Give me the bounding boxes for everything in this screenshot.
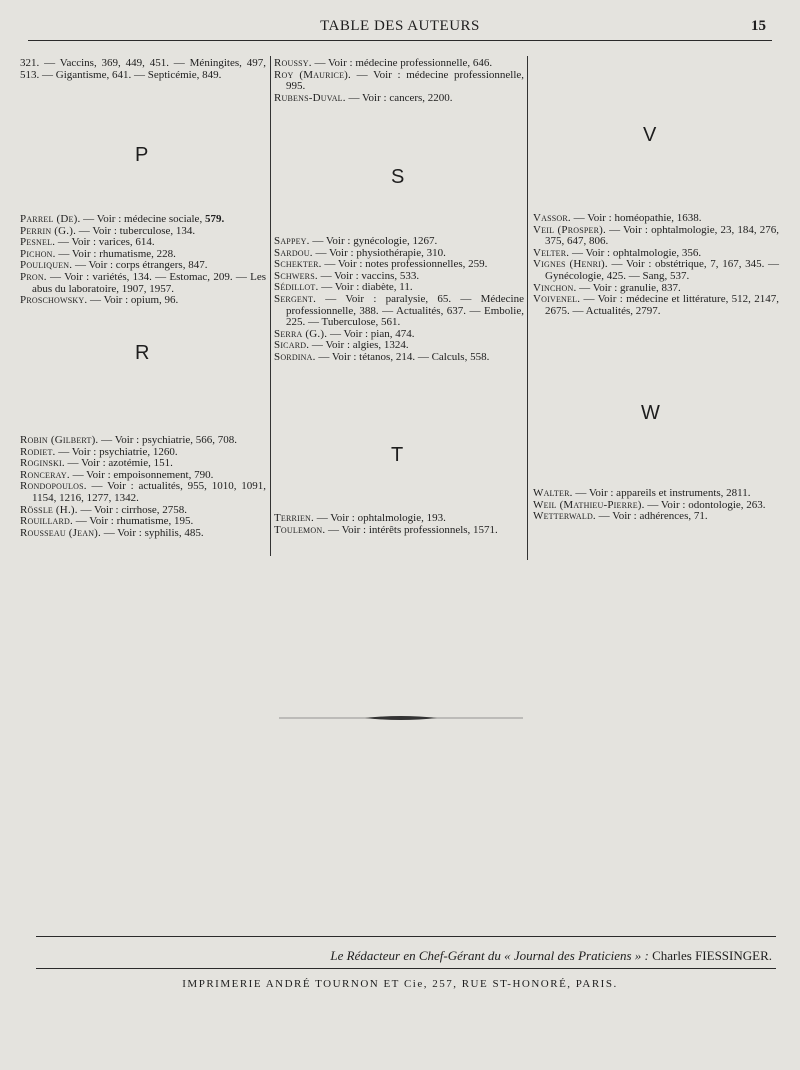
index-entry: Rondopoulos. — Voir : actualités, 955, 1010, 1091, 1154, 1216, 1277, 1342. — [20, 480, 266, 504]
editor-title: Le Rédacteur en Chef-Gérant du « Journal des Praticiens » : — [330, 948, 649, 963]
section-r-entries — [20, 435, 266, 539]
editor-name: Charles FIESSINGER. — [648, 948, 772, 963]
column-1 — [20, 57, 266, 539]
index-entry: Rubens-Duval. — Voir : cancers, 2200. — [274, 91, 453, 104]
page-header — [28, 16, 772, 42]
index-entry: Pesnel. — Voir : varices, 614. — [20, 236, 155, 249]
index-entry: Vassor. — Voir : homéopathie, 1638. — [533, 212, 702, 224]
index-entry: Sergent. — Voir : paralysie, 65. — Médecine professionnelle, 388. — Actualités, 637. — Embolie, 225. — Tuberculose, 561. — [274, 292, 524, 329]
section-p-entries — [20, 214, 266, 307]
footer-rule-top — [36, 936, 776, 937]
section-letter-r: R — [135, 342, 151, 364]
index-entry: Perrin (G.). — Voir : tuberculose, 134. — [20, 224, 196, 237]
index-entry: Sédillot. — Voir : diabète, 11. — [274, 281, 413, 294]
section-w-entries — [533, 488, 779, 523]
column-divider — [527, 56, 528, 560]
page-number: 15 — [751, 18, 766, 34]
index-entry: Rouillard. — Voir : rhumatisme, 195. — [20, 515, 194, 528]
column-divider — [270, 56, 271, 556]
section-v-entries — [533, 213, 779, 317]
index-entry: Sardou. — Voir : physiothérapie, 310. — [274, 246, 446, 259]
section-r-continued — [274, 58, 524, 104]
footer-rule-bottom — [36, 968, 776, 969]
index-entry: Vinchon. — Voir : granulie, 837. — [533, 281, 681, 294]
index-entry: Veil (Prosper). — Voir : ophtalmologie, 23, 184, 276, 375, 647, 806. — [533, 223, 780, 248]
section-t-entries — [274, 513, 524, 536]
page-title: TABLE DES AUTEURS — [320, 18, 480, 34]
index-entry: Toulemon. — Voir : intérêts professionnels, 1571. — [274, 523, 498, 536]
index-entry: Rousseau (Jean). — Voir : syphilis, 485. — [20, 526, 204, 539]
index-entry: Voivenel. — Voir : médecine et littérature, 512, 2147, 2675. — Actualités, 2797. — [533, 293, 779, 317]
index-entry: Pouliquen. — Voir : corps étrangers, 847. — [20, 259, 208, 272]
index-entry: Pron. — Voir : variétés, 134. — Estomac, 209. — Les abus du laboratoire, 1907, 1957. — [20, 270, 266, 295]
index-entry: Robin (Gilbert). — Voir : psychiatrie, 566, 708. — [20, 434, 238, 446]
index-entry: Rodiet. — Voir : psychiatrie, 1260. — [20, 445, 178, 458]
index-entry: Roussy. — Voir : médecine professionnelle, 646. — [274, 57, 493, 69]
index-entry: Roginski. — Voir : azotémie, 151. — [20, 457, 173, 470]
header-rule — [28, 40, 772, 41]
section-letter-w: W — [641, 402, 661, 424]
index-entry: Sordina. — Voir : tétanos, 214. — Calculs, 558. — [274, 350, 490, 363]
index-entry: Sicard. — Voir : algies, 1324. — [274, 339, 409, 352]
index-entry: Wetterwald. — Voir : adhérences, 71. — [533, 510, 708, 523]
section-letter-p: P — [135, 144, 150, 166]
section-letter-v: V — [643, 124, 658, 146]
printer-imprint: IMPRIMERIE ANDRÉ TOURNON ET Cie, 257, RUE ST-HONORÉ, PARIS. — [182, 978, 618, 990]
index-entry: Ronceray. — Voir : empoisonnement, 790. — [20, 468, 214, 481]
index-entry: Velter. — Voir : ophtalmologie, 356. — [533, 246, 702, 259]
index-entry: Schekter. — Voir : notes professionnelles, 259. — [274, 258, 488, 271]
continuation-entry: 321. — Vaccins, 369, 449, 451. — Méningites, 497, 513. — Gigantisme, 641. — Septicémie, 849. — [20, 57, 266, 81]
index-entry: Pichon. — Voir : rhumatisme, 228. — [20, 247, 176, 260]
index-entry: Roy (Maurice). — Voir : médecine professionnelle, 995. — [274, 68, 525, 93]
section-letter-s: S — [391, 166, 406, 188]
index-entry: Vignes (Henri). — Voir : obstétrique, 7, 167, 345. — Gynécologie, 425. — Sang, 537. — [533, 258, 780, 282]
index-entry: Walter. — Voir : appareils et instruments, 2811. — [533, 487, 751, 499]
section-letter-t: T — [391, 444, 405, 466]
index-entry: Weil (Mathieu-Pierre). — Voir : odontologie, 263. — [533, 498, 766, 511]
index-entry: Proschowsky. — Voir : opium, 96. — [20, 294, 179, 307]
editor-credit — [330, 948, 772, 964]
section-s-entries — [274, 236, 524, 364]
index-entry: Terrien. — Voir : ophtalmologie, 193. — [274, 512, 446, 524]
index-entry: Parrel (De). — Voir : médecine sociale, 579. — [20, 213, 225, 225]
index-entry: Schwers. — Voir : vaccins, 533. — [274, 269, 420, 282]
index-entry: Serra (G.). — Voir : pian, 474. — [274, 327, 415, 340]
index-entry: Sappey. — Voir : gynécologie, 1267. — [274, 235, 438, 247]
ornament-divider — [279, 713, 523, 723]
index-entry: Rössle (H.). — Voir : cirrhose, 2758. — [20, 503, 187, 516]
